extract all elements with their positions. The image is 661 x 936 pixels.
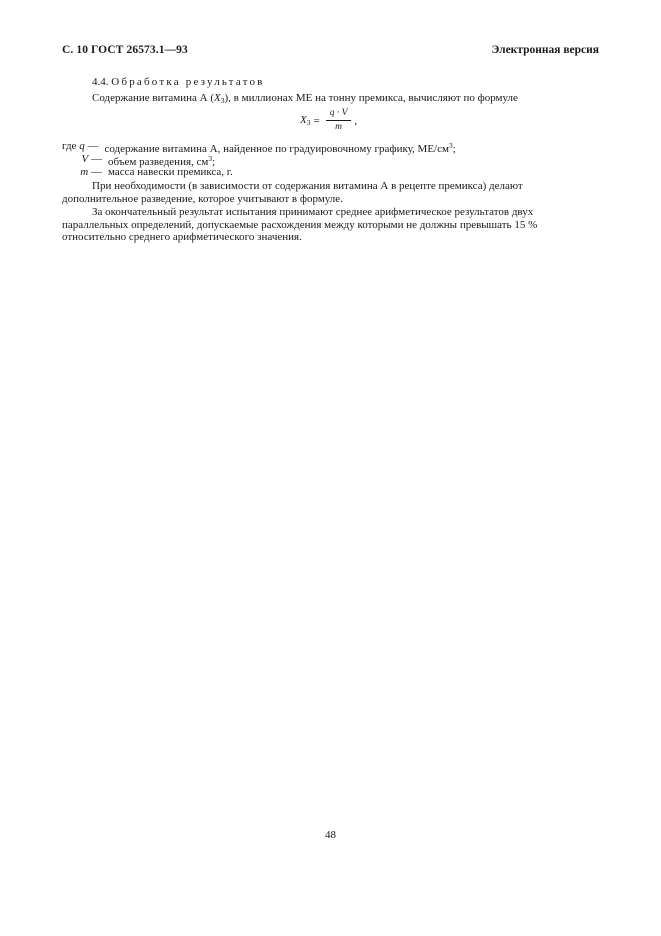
intro-variable: X [214,92,221,104]
formula-numerator: q · V [326,108,352,121]
formula-lhs-subscript: 3 [306,118,311,127]
section-title: Обработка результатов [111,76,265,88]
definition-body: объем разведения, см [108,156,209,168]
definition-superscript: 3 [448,141,453,150]
definition-label [62,166,106,179]
paragraph [62,206,599,244]
definition-symbol: m [80,166,89,178]
section-heading [62,76,599,89]
header-standard-ref: С. 10 ГОСТ 26573.1—93 [62,44,188,56]
paragraph-line: дополнительное разведение, которое учитывают в формуле. [62,192,343,205]
definition-dash: — [88,166,102,178]
definition-text [106,166,233,179]
section-number: 4.4. [92,76,109,88]
definition-symbol: q [79,140,85,152]
definition-row [62,166,233,179]
definition-superscript: 3 [208,154,213,163]
definition-dash: — [84,140,99,152]
paragraph-line: За окончательный результат испытания принимают среднее арифметическое результатов двух [92,206,534,218]
paragraph [62,180,599,205]
definition-dash: — [88,153,102,165]
definition-body: содержание витамина А, найденное по градуировочному графику, МЕ/см [104,143,449,155]
definition-body: масса навески премикса, г. [108,166,233,178]
formula-lhs-variable: X [300,114,307,126]
paragraph-line: параллельных определений, допускаемые расхождения между которыми не должны превышать 15 % [62,218,538,231]
formula-trailing-comma: , [354,114,358,127]
intro-text-before: Содержание витамина А ( [92,92,215,104]
intro-variable-subscript: 3 [220,96,225,105]
formula [300,108,357,133]
definition-end: ; [452,143,456,155]
page-number: 48 [325,829,336,841]
formula-fraction [326,108,352,133]
definition-prefix: где [62,140,80,152]
formula-denominator: m [335,122,342,132]
header-edition-label: Электронная версия [491,44,599,56]
intro-text-after: ), в миллионах МЕ на тонну премикса, вычисляют по формуле [224,92,518,104]
formula-equals: = [313,114,320,127]
section-intro [62,92,599,108]
definition-end: ; [212,156,216,168]
paragraph-line: относительно среднего арифметического значения. [62,231,302,243]
paragraph-line: При необходимости (в зависимости от содержания витамина А в рецепте премикса) делают [92,180,523,192]
definition-symbol: V [81,153,89,165]
